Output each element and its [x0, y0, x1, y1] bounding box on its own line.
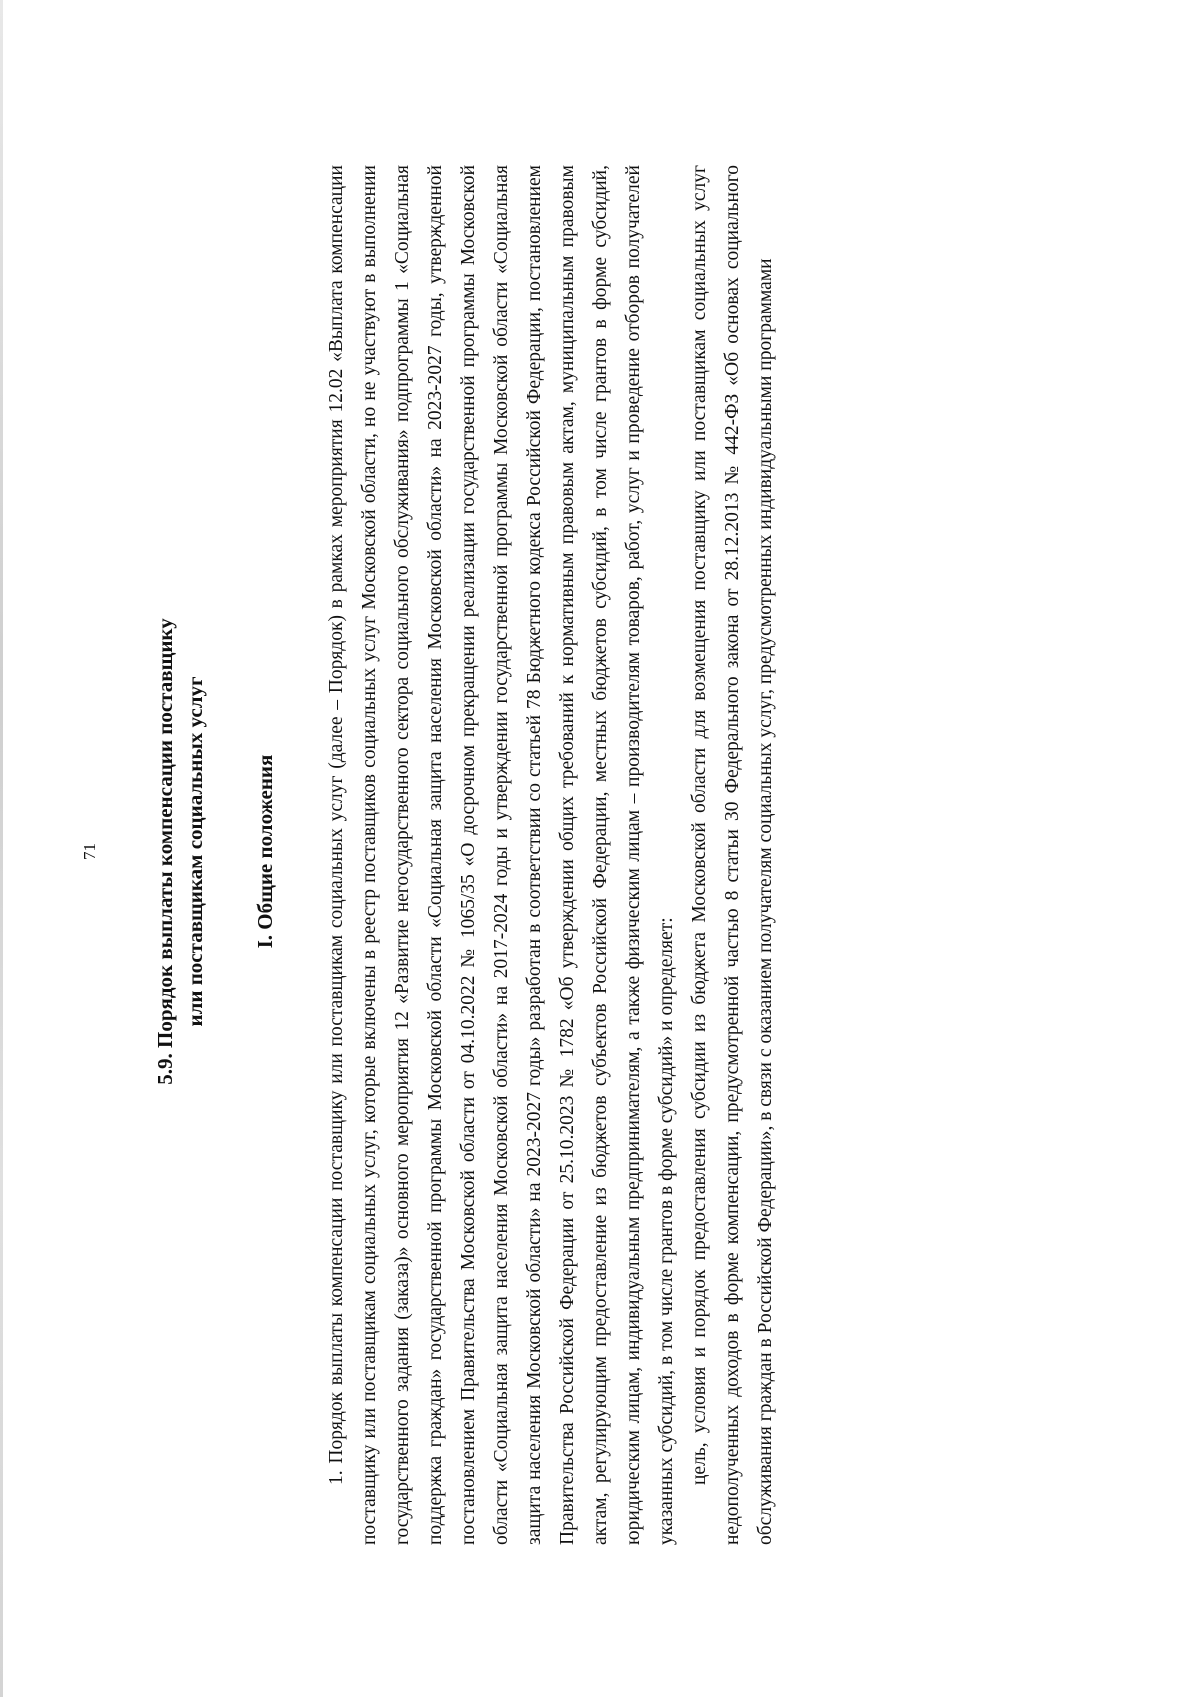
rotated-page [70, 53, 1130, 1650]
scan-edge [0, 0, 3, 1697]
document-title-line-1: 5.9. Порядок выплаты компенсации поставщику [153, 618, 177, 1085]
paragraph-2: цель, условия и порядок предоставления субсидии из бюджета Московской области для возмещения поставщику или поставщикам социальных услуг недополученных доходов в форме компенсации, предусмотренной частью 8 статьи 30 Федерального закона от 28.12.2013 № 442-ФЗ «Об основах социального обслуживания граждан в Российской Федерации», в связи с оказанием получателям социальных услуг, предусмотренных индивидуальными программами [689, 165, 776, 1545]
page-number: 71 [80, 843, 99, 860]
document-title [150, 53, 210, 1650]
section-heading: I. Общие положения [253, 754, 277, 949]
paragraph-1: 1. Порядок выплаты компенсации поставщику или поставщикам социальных услуг (далее – Порядок) в рамках мероприятия 12.02 «Выплата компенсации поставщику или поставщикам социальных услуг, которые включены в реестр поставщиков социальных услуг Московской области, но не участвуют в выполнении государственного задания (заказа)» основного мероприятия 12 «Развитие негосударственного сектора социального обслуживания» подпрограммы 1 «Социальная поддержка граждан» государственной программы Московской области «Социальная защита населения Московской области» на 2023-2027 годы, утвержденной постановлением Правительства Московской области от 04.10.2022 № 1065/35 «О досрочном прекращении реализации государственной программы Московской области «Социальная защита населения Московской области» на 2017-2024 годы и утверждении государственной программы Московской области «Социальная защита населения Московской области» на 2023-2027 годы» разработан в соответствии со статьей 78 Бюджетного кодекса Российской Федерации, постановлением Правительства Российской Федерации от 25.10.2023 № 1782 «Об утверждении общих требований к нормативным правовым актам, муниципальным правовым актам, регулирующим предоставление из бюджетов субъектов Российской Федерации, местных бюджетов субсидий, в том числе грантов в форме субсидий, юридическим лицам, индивидуальным предпринимателям, а также физическим лицам – производителям товаров, работ, услуг и проведение отборов получателей указанных субсидий, в том числе грантов в форме субсидий» и определяет: [326, 165, 677, 1545]
body-text [320, 165, 782, 1545]
document-title-line-2: или поставщикам социальных услуг [183, 676, 207, 1027]
